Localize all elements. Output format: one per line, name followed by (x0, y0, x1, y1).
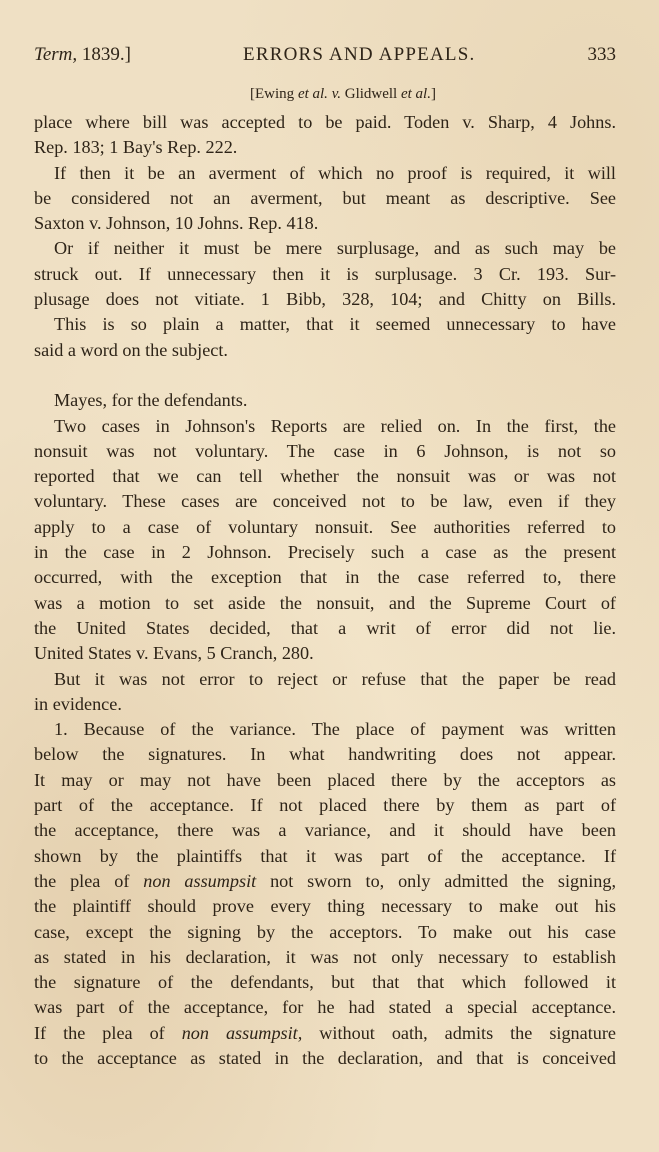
text-line: the plaintiff should prove every thing necessary to make out his (34, 896, 616, 917)
text-line: voluntary. These cases are conceived not to be law, even if they (34, 491, 616, 512)
text-line: Two cases in Johnson's Reports are relied on. In the first, the (54, 415, 616, 436)
text-line: plusage does not vitiate. 1 Bibb, 328, 104; and Chitty on Bills. (34, 289, 616, 310)
text-line (34, 869, 616, 894)
text-line: 1. Because of the variance. The place of payment was written (54, 719, 616, 740)
text-line: But it was not error to reject or refuse that the paper be read (54, 668, 616, 689)
running-title: ERRORS AND APPEALS. (243, 44, 476, 65)
text-line: reported that we can tell whether the nonsuit was or was not (34, 466, 616, 487)
text-line: was part of the acceptance, for he had stated a special acceptance. (34, 997, 616, 1018)
text-line (34, 1021, 616, 1046)
text-line: apply to a case of voluntary nonsuit. See authorities referred to (34, 516, 616, 537)
page-number: 333 (587, 44, 616, 65)
case-caption (34, 86, 616, 108)
book-page (34, 44, 616, 1071)
caption-etal-1: et al. (297, 86, 328, 102)
text-line: If then it be an averment of which no proof is required, it will (54, 162, 616, 183)
text-run: the plea of (34, 870, 144, 891)
text-line: This is so plain a matter, that it seemed unnecessary to have (54, 314, 616, 335)
text-line: the United States decided, that a writ of error did not lie. (34, 617, 616, 638)
text-line: case, except the signing by the acceptors. To make out his case (34, 921, 616, 942)
text-line: shown by the plaintiffs that it was part of the acceptance. If (34, 845, 616, 866)
text-line: the signature of the defendants, but that that which followed it (34, 972, 616, 993)
text-line: part of the acceptance. If not placed there by them as part of (34, 795, 616, 816)
text-run: without oath, admits the signature (302, 1022, 616, 1043)
text-line: Saxton v. Johnson, 10 Johns. Rep. 418. (34, 213, 319, 234)
text-line: in evidence. (34, 693, 122, 714)
text-line: Or if neither it must be mere surplusage, and as such may be (54, 238, 616, 259)
text-run: If the plea of (34, 1022, 182, 1043)
text-line: Rep. 183; 1 Bay's Rep. 222. (34, 137, 238, 158)
running-header (34, 44, 616, 70)
term-year-value: 1839.] (77, 44, 131, 65)
text-line: struck out. If unnecessary then it is surplusage. 3 Cr. 193. Sur- (34, 263, 616, 284)
italic-run: non assumpsit, (181, 1022, 303, 1043)
text-line: was a motion to set aside the nonsuit, and the Supreme Court of (34, 592, 616, 613)
caption-open: [Ewing (250, 86, 298, 102)
caption-etal-2: et al. (400, 86, 431, 102)
term-label: Term, (34, 44, 78, 65)
text-line: in the case in 2 Johnson. Precisely such a case as the present (34, 542, 616, 563)
text-line: It may or may not have been placed there by the acceptors as (34, 769, 616, 790)
text-line: the acceptance, there was a variance, and it should have been (34, 820, 616, 841)
italic-run: non assumpsit (143, 870, 257, 891)
caption-name-2: Glidwell (344, 86, 401, 102)
caption-close: ] (430, 86, 436, 102)
text-line: below the signatures. In what handwriting does not appear. (34, 744, 616, 765)
caption-versus: v. (327, 86, 345, 102)
text-line: Mayes, for the defendants. (54, 390, 248, 411)
text-line: nonsuit was not voluntary. The case in 6 Johnson, is not so (34, 440, 616, 461)
text-line: place where bill was accepted to be paid. Toden v. Sharp, 4 Johns. (34, 112, 616, 132)
term-year (34, 44, 131, 66)
text-line: occurred, with the exception that in the case referred to, there (34, 567, 616, 588)
text-line: as stated in his declaration, it was not only necessary to establish (34, 946, 616, 967)
paragraph-gap (34, 363, 616, 388)
text-line: to the acceptance as stated in the declaration, and that is conceived (34, 1047, 616, 1068)
text-line: be considered not an averment, but meant as descriptive. See (34, 187, 616, 208)
text-line: said a word on the subject. (34, 339, 228, 360)
text-run: not sworn to, only admitted the signing, (256, 870, 616, 891)
body-text (34, 110, 616, 1071)
text-line: United States v. Evans, 5 Cranch, 280. (34, 643, 314, 664)
